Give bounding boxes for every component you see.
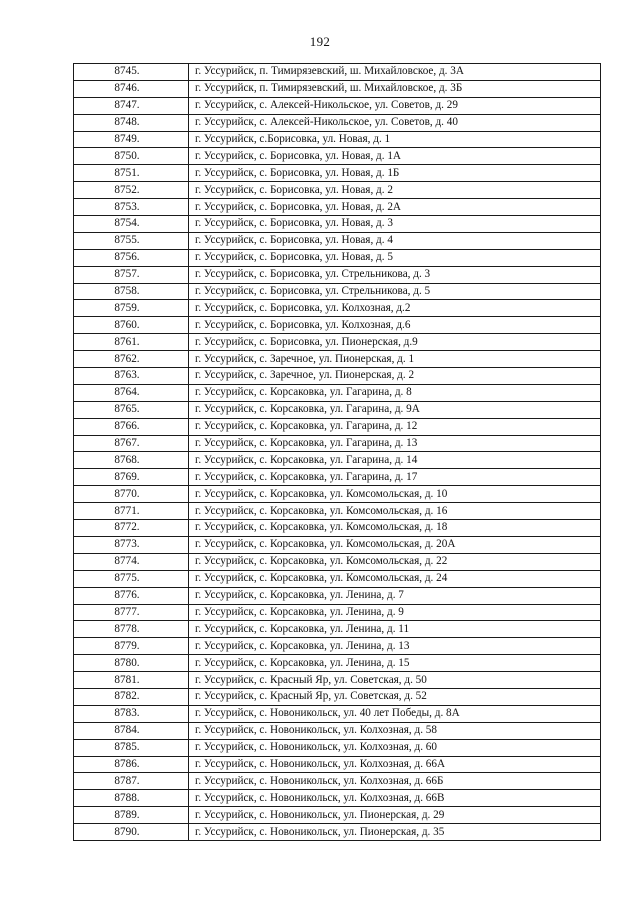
row-number-cell: 8767.: [74, 435, 189, 452]
table-row: [74, 300, 601, 317]
row-number-cell: 8773.: [74, 536, 189, 553]
table-row: [74, 148, 601, 165]
row-number-cell: 8761.: [74, 334, 189, 351]
row-number-cell: 8745.: [74, 64, 189, 81]
table-row: [74, 536, 601, 553]
address-cell: г. Уссурийск, с. Борисовка, ул. Новая, д. 5: [189, 249, 601, 266]
address-cell: г. Уссурийск, с. Борисовка, ул. Новая, д. 3: [189, 216, 601, 233]
table-row: [74, 739, 601, 756]
table-row: [74, 553, 601, 570]
table-row: [74, 790, 601, 807]
row-number-cell: 8749.: [74, 131, 189, 148]
row-number-cell: 8756.: [74, 249, 189, 266]
address-cell: г. Уссурийск, с. Корсаковка, ул. Гагарина, д. 12: [189, 418, 601, 435]
row-number-cell: 8787.: [74, 773, 189, 790]
row-number-cell: 8783.: [74, 705, 189, 722]
address-cell: г. Уссурийск, с. Красный Яр, ул. Советская, д. 50: [189, 672, 601, 689]
address-cell: г. Уссурийск, с. Корсаковка, ул. Ленина, д. 13: [189, 638, 601, 655]
row-number-cell: 8768.: [74, 452, 189, 469]
row-number-cell: 8754.: [74, 216, 189, 233]
row-number-cell: 8759.: [74, 300, 189, 317]
address-cell: г. Уссурийск, с. Красный Яр, ул. Советская, д. 52: [189, 688, 601, 705]
row-number-cell: 8766.: [74, 418, 189, 435]
row-number-cell: 8786.: [74, 756, 189, 773]
table-row: [74, 469, 601, 486]
table-row: [74, 688, 601, 705]
address-cell: г. Уссурийск, с. Новоникольск, ул. Колхозная, д. 60: [189, 739, 601, 756]
table-row: [74, 672, 601, 689]
row-number-cell: 8750.: [74, 148, 189, 165]
address-cell: г. Уссурийск, с. Заречное, ул. Пионерская, д. 2: [189, 368, 601, 385]
address-cell: г. Уссурийск, с. Корсаковка, ул. Гагарина, д. 9А: [189, 401, 601, 418]
table-row: [74, 418, 601, 435]
address-cell: г. Уссурийск, с. Корсаковка, ул. Ленина, д. 15: [189, 655, 601, 672]
address-cell: г. Уссурийск, с. Новоникольск, ул. Колхозная, д. 66А: [189, 756, 601, 773]
address-cell: г. Уссурийск, с. Борисовка, ул. Стрельникова, д. 3: [189, 266, 601, 283]
row-number-cell: 8772.: [74, 520, 189, 537]
table-row: [74, 97, 601, 114]
row-number-cell: 8778.: [74, 621, 189, 638]
row-number-cell: 8755.: [74, 232, 189, 249]
address-cell: г. Уссурийск, с. Корсаковка, ул. Комсомольская, д. 22: [189, 553, 601, 570]
table-row: [74, 638, 601, 655]
table-row: [74, 182, 601, 199]
address-cell: г. Уссурийск, с. Корсаковка, ул. Комсомольская, д. 18: [189, 520, 601, 537]
page-number: 192: [309, 34, 331, 49]
table-row: [74, 249, 601, 266]
address-cell: г. Уссурийск, с. Корсаковка, ул. Комсомольская, д. 10: [189, 486, 601, 503]
table-row: [74, 283, 601, 300]
address-cell: г. Уссурийск, с. Корсаковка, ул. Гагарина, д. 17: [189, 469, 601, 486]
address-cell: г. Уссурийск, с. Новоникольск, ул. 40 лет Победы, д. 8А: [189, 705, 601, 722]
row-number-cell: 8779.: [74, 638, 189, 655]
address-table-body: [74, 64, 601, 841]
row-number-cell: 8790.: [74, 824, 189, 841]
table-row: [74, 807, 601, 824]
address-cell: г. Уссурийск, с. Борисовка, ул. Новая, д. 4: [189, 232, 601, 249]
row-number-cell: 8774.: [74, 553, 189, 570]
table-row: [74, 64, 601, 81]
table-row: [74, 452, 601, 469]
table-row: [74, 705, 601, 722]
address-table: [73, 63, 601, 841]
address-cell: г. Уссурийск, с. Корсаковка, ул. Комсомольская, д. 16: [189, 503, 601, 520]
table-row: [74, 520, 601, 537]
table-row: [74, 334, 601, 351]
address-cell: г. Уссурийск, п. Тимирязевский, ш. Михайловское, д. 3А: [189, 64, 601, 81]
row-number-cell: 8782.: [74, 688, 189, 705]
address-cell: г. Уссурийск, с. Корсаковка, ул. Гагарина, д. 14: [189, 452, 601, 469]
row-number-cell: 8762.: [74, 351, 189, 368]
table-row: [74, 351, 601, 368]
address-cell: г. Уссурийск, с. Корсаковка, ул. Комсомольская, д. 20А: [189, 536, 601, 553]
address-cell: г. Уссурийск, с. Борисовка, ул. Новая, д. 2: [189, 182, 601, 199]
row-number-cell: 8775.: [74, 570, 189, 587]
address-cell: г. Уссурийск, с. Корсаковка, ул. Ленина, д. 7: [189, 587, 601, 604]
row-number-cell: 8776.: [74, 587, 189, 604]
row-number-cell: 8763.: [74, 368, 189, 385]
row-number-cell: 8788.: [74, 790, 189, 807]
row-number-cell: 8764.: [74, 384, 189, 401]
table-row: [74, 570, 601, 587]
address-cell: г. Уссурийск, с. Борисовка, ул. Колхозная, д.2: [189, 300, 601, 317]
table-row: [74, 756, 601, 773]
address-cell: г. Уссурийск, с. Борисовка, ул. Пионерская, д.9: [189, 334, 601, 351]
row-number-cell: 8758.: [74, 283, 189, 300]
table-row: [74, 655, 601, 672]
address-cell: г. Уссурийск, с. Борисовка, ул. Новая, д. 2А: [189, 199, 601, 216]
row-number-cell: 8765.: [74, 401, 189, 418]
row-number-cell: 8757.: [74, 266, 189, 283]
row-number-cell: 8751.: [74, 165, 189, 182]
address-cell: г. Уссурийск, с. Борисовка, ул. Колхозная, д.6: [189, 317, 601, 334]
table-row: [74, 199, 601, 216]
table-row: [74, 401, 601, 418]
table-row: [74, 114, 601, 131]
table-row: [74, 232, 601, 249]
address-cell: г. Уссурийск, с. Новоникольск, ул. Пионерская, д. 29: [189, 807, 601, 824]
table-row: [74, 621, 601, 638]
table-row: [74, 131, 601, 148]
row-number-cell: 8784.: [74, 722, 189, 739]
row-number-cell: 8771.: [74, 503, 189, 520]
address-cell: г. Уссурийск, с. Корсаковка, ул. Комсомольская, д. 24: [189, 570, 601, 587]
row-number-cell: 8780.: [74, 655, 189, 672]
table-row: [74, 80, 601, 97]
address-cell: г. Уссурийск, с. Борисовка, ул. Новая, д. 1А: [189, 148, 601, 165]
table-row: [74, 216, 601, 233]
address-cell: г. Уссурийск, с. Корсаковка, ул. Ленина, д. 11: [189, 621, 601, 638]
row-number-cell: 8785.: [74, 739, 189, 756]
table-row: [74, 722, 601, 739]
address-cell: г. Уссурийск, с. Алексей-Никольское, ул. Советов, д. 40: [189, 114, 601, 131]
address-cell: г. Уссурийск, с. Корсаковка, ул. Гагарина, д. 8: [189, 384, 601, 401]
row-number-cell: 8748.: [74, 114, 189, 131]
table-row: [74, 317, 601, 334]
table-row: [74, 773, 601, 790]
address-cell: г. Уссурийск, с. Борисовка, ул. Стрельникова, д. 5: [189, 283, 601, 300]
address-cell: г. Уссурийск, с.Борисовка, ул. Новая, д. 1: [189, 131, 601, 148]
table-row: [74, 824, 601, 841]
row-number-cell: 8769.: [74, 469, 189, 486]
table-row: [74, 384, 601, 401]
row-number-cell: 8789.: [74, 807, 189, 824]
address-cell: г. Уссурийск, с. Корсаковка, ул. Гагарина, д. 13: [189, 435, 601, 452]
row-number-cell: 8746.: [74, 80, 189, 97]
address-cell: г. Уссурийск, с. Новоникольск, ул. Колхозная, д. 66В: [189, 790, 601, 807]
address-cell: г. Уссурийск, с. Новоникольск, ул. Колхозная, д. 66Б: [189, 773, 601, 790]
row-number-cell: 8760.: [74, 317, 189, 334]
table-row: [74, 604, 601, 621]
address-cell: г. Уссурийск, п. Тимирязевский, ш. Михайловское, д. 3Б: [189, 80, 601, 97]
table-row: [74, 165, 601, 182]
row-number-cell: 8770.: [74, 486, 189, 503]
table-row: [74, 503, 601, 520]
row-number-cell: 8753.: [74, 199, 189, 216]
address-cell: г. Уссурийск, с. Новоникольск, ул. Колхозная, д. 58: [189, 722, 601, 739]
address-cell: г. Уссурийск, с. Алексей-Никольское, ул. Советов, д. 29: [189, 97, 601, 114]
row-number-cell: 8752.: [74, 182, 189, 199]
table-row: [74, 486, 601, 503]
address-cell: г. Уссурийск, с. Борисовка, ул. Новая, д. 1Б: [189, 165, 601, 182]
table-row: [74, 368, 601, 385]
table-row: [74, 435, 601, 452]
row-number-cell: 8747.: [74, 97, 189, 114]
address-cell: г. Уссурийск, с. Корсаковка, ул. Ленина, д. 9: [189, 604, 601, 621]
row-number-cell: 8777.: [74, 604, 189, 621]
table-row: [74, 587, 601, 604]
row-number-cell: 8781.: [74, 672, 189, 689]
address-cell: г. Уссурийск, с. Новоникольск, ул. Пионерская, д. 35: [189, 824, 601, 841]
table-row: [74, 266, 601, 283]
address-cell: г. Уссурийск, с. Заречное, ул. Пионерская, д. 1: [189, 351, 601, 368]
